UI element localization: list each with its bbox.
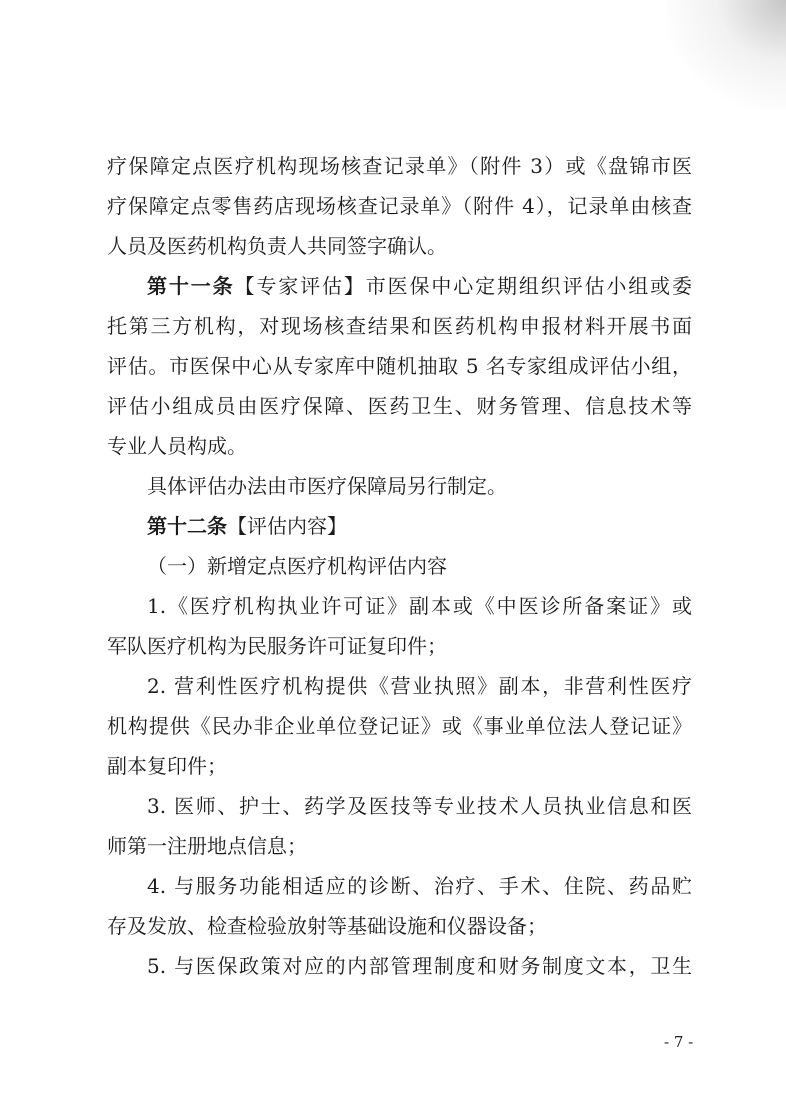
list-item: 3. 医师、护士、药学及医技等专业技术人员执业信息和医 — [147, 794, 692, 818]
list-item: 2. 营利性医疗机构提供《营业执照》副本，非营利性医疗 — [147, 674, 692, 698]
text-line: 疗保障定点医疗机构现场核查记录单》（附件 3）或《盘锦市医 — [107, 154, 692, 178]
text-line: 具体评估办法由市医疗保障局另行制定。 — [147, 474, 507, 498]
text-line: 评估小组成员由医疗保障、医药卫生、财务管理、信息技术等 — [107, 394, 692, 418]
list-item: 4. 与服务功能相适应的诊断、治疗、手术、住院、药品贮 — [147, 874, 692, 898]
document-body — [107, 146, 692, 986]
text-line: 托第三方机构，对现场核查结果和医药机构申报材料开展书面 — [107, 314, 692, 338]
scan-shadow — [666, 0, 786, 110]
text-line: 副本复印件； — [107, 754, 227, 778]
text-line: 人员及医药机构负责人共同签字确认。 — [107, 234, 447, 258]
article-11-heading: 第十一条【专家评估】市医保中心定期组织评估小组或委 — [147, 274, 692, 298]
text-line: 存及发放、检查检验放射等基础设施和仪器设备； — [107, 914, 547, 938]
text-line: 疗保障定点零售药店现场核查记录单》（附件 4），记录单由核查 — [107, 194, 692, 218]
article-12-heading: 第十二条【评估内容】 — [147, 514, 347, 538]
text-line: 专业人员构成。 — [107, 434, 247, 458]
text-line: 评估。市医保中心从专家库中随机抽取 5 名专家组成评估小组， — [107, 354, 692, 378]
list-item: 5. 与医保政策对应的内部管理制度和财务制度文本，卫生 — [147, 954, 692, 978]
page-number: - 7 - — [664, 1033, 694, 1051]
text-line: 机构提供《民办非企业单位登记证》或《事业单位法人登记证》 — [107, 714, 692, 738]
article-number: 第十一条 — [147, 274, 235, 298]
text-line: 军队医疗机构为民服务许可证复印件； — [107, 634, 447, 658]
article-number: 第十二条 — [147, 514, 227, 538]
section-heading: （一）新增定点医疗机构评估内容 — [147, 554, 447, 578]
list-item: 1.《医疗机构执业许可证》副本或《中医诊所备案证》或 — [147, 594, 692, 618]
text-line: 师第一注册地点信息； — [107, 834, 307, 858]
